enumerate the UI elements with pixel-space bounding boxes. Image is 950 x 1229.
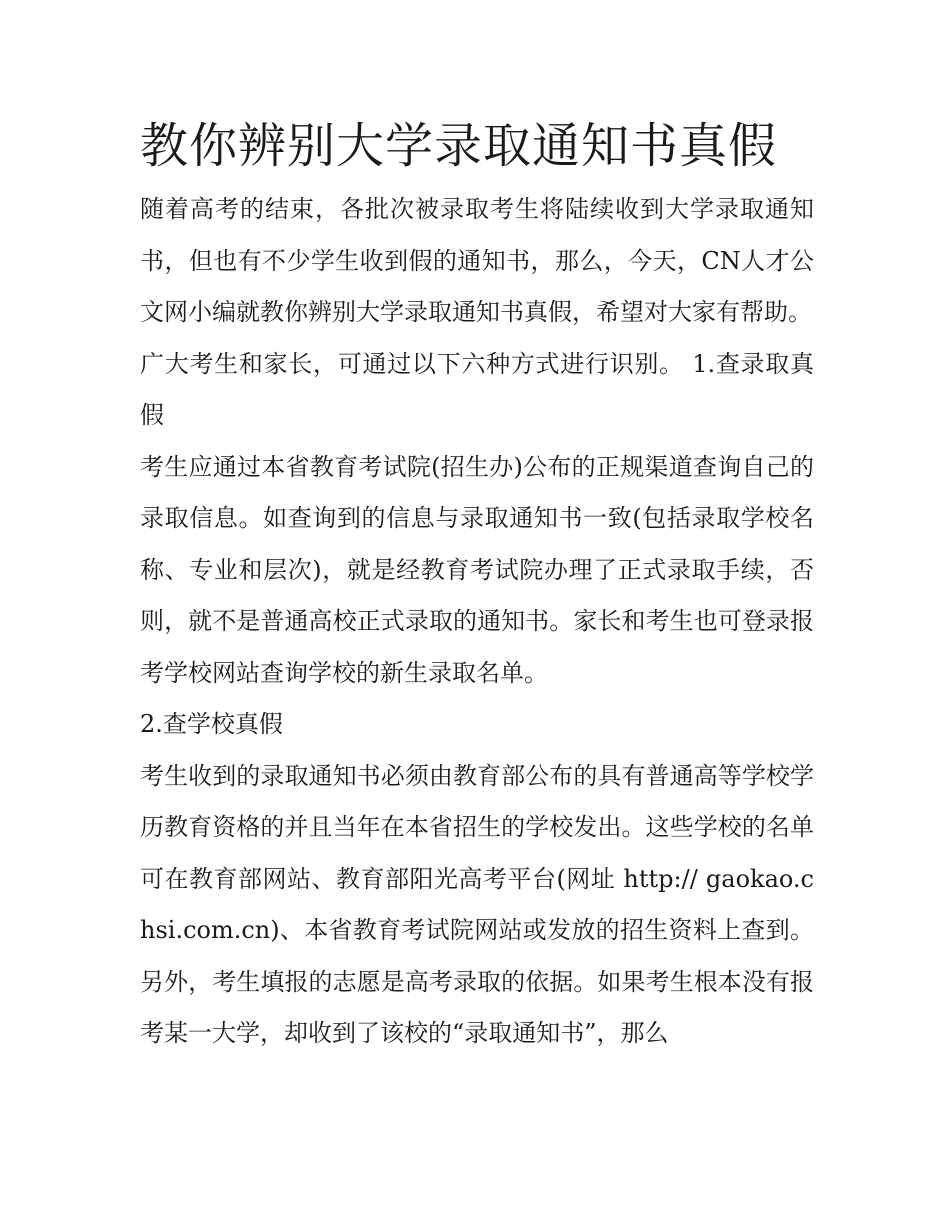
paragraph-check-school: 考生收到的录取通知书必须由教育部公布的具有普通高等学校学历教育资格的并且当年在本省招生的学校发出。这些学校的名单可在教育部网站、教育部阳光高考平台(网址 http:// gaokao.chsi.com.cn)、本省教育考试院网站或发放的招生资料上查到。另外，考生填报的志愿是高考录取的依据。如果考生根本没有报考某一大学，却收到了该校的“录取通知书”，那么 — [140, 761, 814, 1047]
document-title: 教你辨别大学录取通知书真假 — [140, 118, 778, 174]
section-heading-check-school: 2.查学校真假 — [140, 710, 283, 738]
paragraph-methods-overview: 广大考生和家长，可通过以下六种方式进行识别。 1.查录取真假 — [140, 349, 814, 429]
paragraph-intro: 随着高考的结束，各批次被录取考生将陆续收到大学录取通知书，但也有不少学生收到假的通知书，那么，今天，CN人才公文网小编就教你辨别大学录取通知书真假，希望对大家有帮助。 — [140, 195, 814, 326]
document-page — [140, 112, 814, 1060]
paragraph-check-admission: 考生应通过本省教育考试院(招生办)公布的正规渠道查询自己的录取信息。如查询到的信息与录取通知书一致(包括录取学校名称、专业和层次)，就是经教育考试院办理了正式录取手续，否则，就不是普通高校正式录取的通知书。家长和考生也可登录报考学校网站查询学校的新生录取名单。 — [140, 452, 814, 687]
